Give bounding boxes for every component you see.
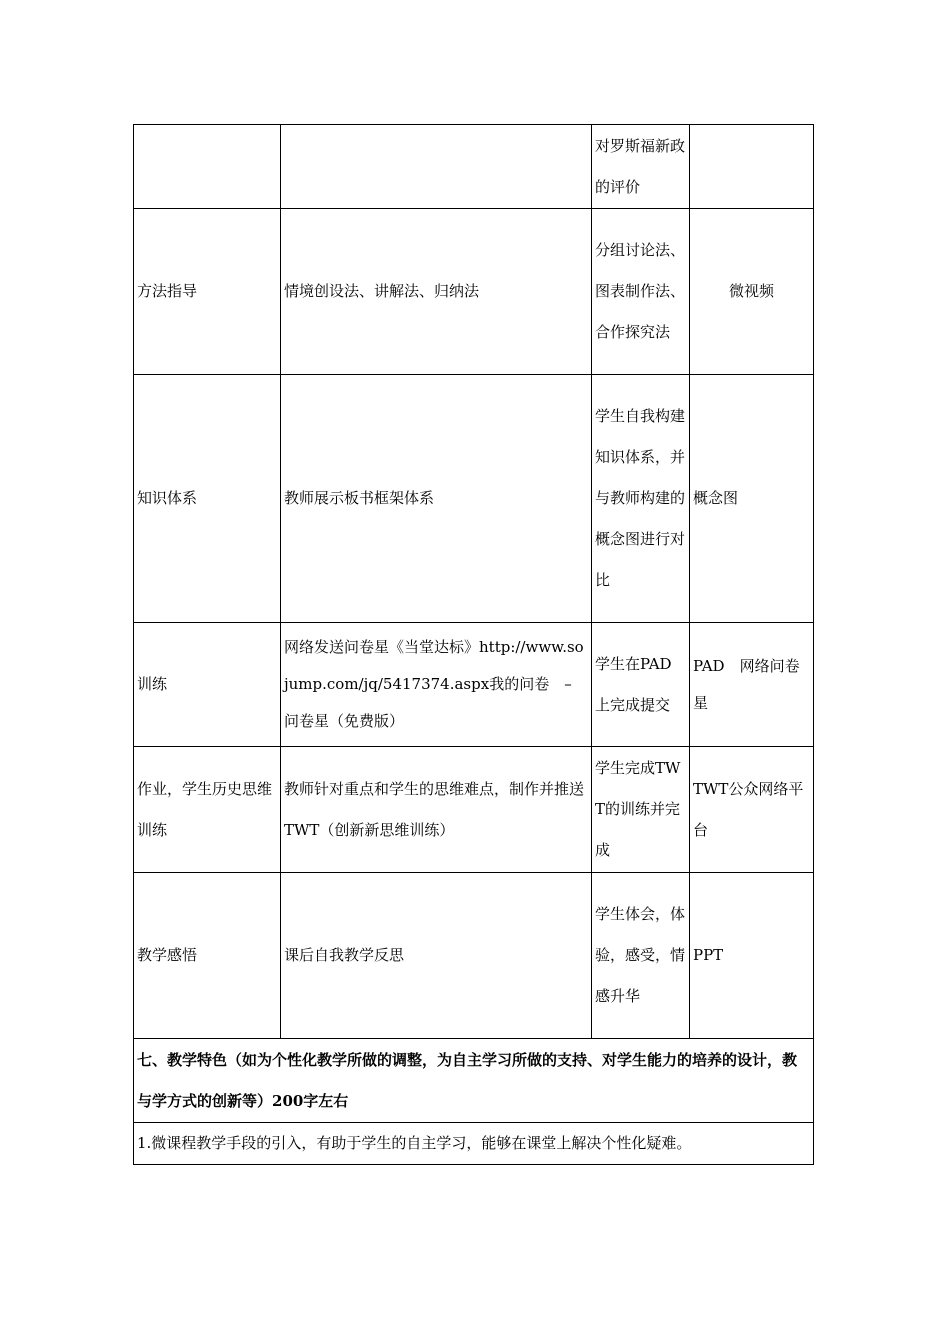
- stage-cell: 训练: [134, 623, 281, 747]
- student-activity-cell: 学生在PAD上完成提交: [592, 623, 690, 747]
- table-row: [134, 873, 814, 1039]
- student-activity-cell: 学生完成TWT的训练并完成: [592, 747, 690, 873]
- teacher-activity-cell: [281, 125, 592, 209]
- section-7-heading: 七、教学特色（如为个性化教学所做的调整，为自主学习所做的支持、对学生能力的培养的设计，教与学方式的创新等）200字左右: [134, 1039, 814, 1123]
- stage-cell: 作业，学生历史思维训练: [134, 747, 281, 873]
- section-content-row: [134, 1123, 814, 1165]
- lesson-plan-table-page: [133, 124, 813, 1165]
- student-activity-cell: 对罗斯福新政的评价: [592, 125, 690, 209]
- teacher-activity-cell: 网络发送问卷星《当堂达标》http://www.sojump.com/jq/5417374.aspx我的问卷 – 问卷星（免费版）: [281, 623, 592, 747]
- stage-cell: [134, 125, 281, 209]
- table-row: [134, 375, 814, 623]
- resource-cell: PPT: [690, 873, 814, 1039]
- section-7-item-1: 1.微课程教学手段的引入，有助于学生的自主学习，能够在课堂上解决个性化疑难。: [134, 1123, 814, 1165]
- table-row: [134, 209, 814, 375]
- resource-cell: 概念图: [690, 375, 814, 623]
- stage-cell: 知识体系: [134, 375, 281, 623]
- stage-cell: 教学感悟: [134, 873, 281, 1039]
- teacher-activity-cell: 教师展示板书框架体系: [281, 375, 592, 623]
- teacher-activity-cell: 情境创设法、讲解法、归纳法: [281, 209, 592, 375]
- table-row: [134, 623, 814, 747]
- table-row: [134, 125, 814, 209]
- lesson-plan-table: [133, 124, 814, 1165]
- teacher-activity-cell: 教师针对重点和学生的思维难点，制作并推送TWT（创新新思维训练）: [281, 747, 592, 873]
- table-row: [134, 747, 814, 873]
- resource-cell: PAD 网络问卷星: [690, 623, 814, 747]
- student-activity-cell: 学生自我构建知识体系，并与教师构建的概念图进行对比: [592, 375, 690, 623]
- section-heading-row: [134, 1039, 814, 1123]
- student-activity-cell: 学生体会，体验，感受，情感升华: [592, 873, 690, 1039]
- teacher-activity-cell: 课后自我教学反思: [281, 873, 592, 1039]
- student-activity-cell: 分组讨论法、图表制作法、合作探究法: [592, 209, 690, 375]
- resource-cell: [690, 125, 814, 209]
- resource-cell: TWT公众网络平台: [690, 747, 814, 873]
- stage-cell: 方法指导: [134, 209, 281, 375]
- resource-cell: 微视频: [690, 209, 814, 375]
